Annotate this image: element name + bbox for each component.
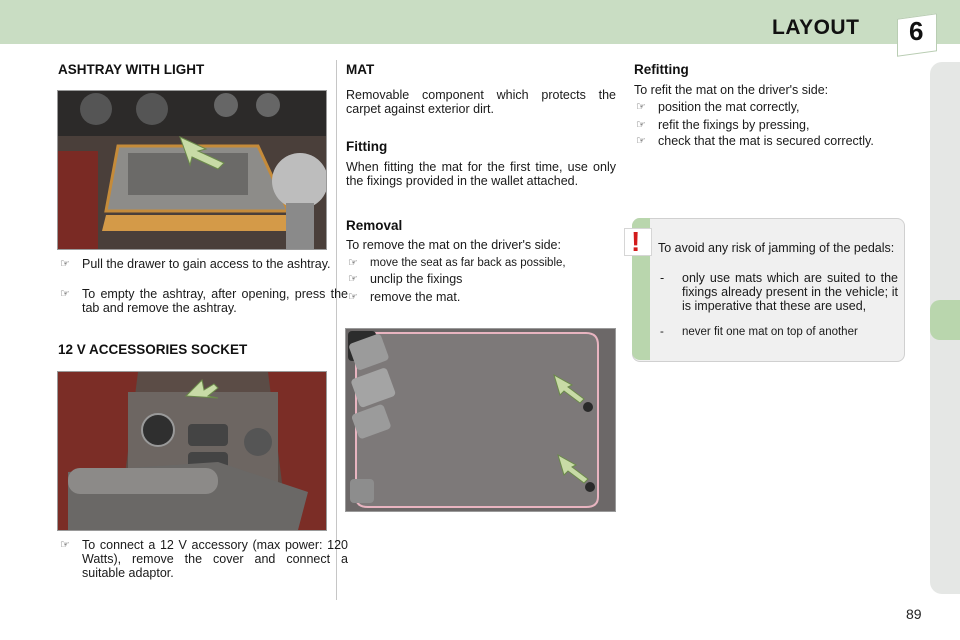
removal-heading: Removal [346,218,403,233]
side-chapter-tab[interactable] [930,300,960,340]
mat-heading: MAT [346,62,375,77]
socket-heading: 12 V ACCESSORIES SOCKET [58,342,248,357]
refitting-bullet-2: ☞ refit the fixings by pressing, [636,118,810,132]
page-number: 89 [906,606,922,622]
refitting-heading: Refitting [634,62,689,77]
socket-illustration [58,372,326,530]
mat-intro: Removable component which protects the carpet against exterior dirt. [346,88,616,116]
chapter-number: 6 [909,16,924,46]
socket-photo [57,371,327,531]
pointing-hand-icon: ☞ [60,258,70,270]
exclamation-icon: ! [631,226,641,257]
pointing-hand-icon: ☞ [348,291,358,303]
warning-intro: To avoid any risk of jamming of the pedals: [658,241,895,255]
pointing-hand-icon: ☞ [60,288,70,300]
warning-item-2: - never fit one mat on top of another [660,326,858,338]
warning-item-1: - only use mats which are suited to the fixings already present in the vehicle; it is imperative that these are used, [660,271,898,313]
removal-bullet-1: ☞ move the seat as far back as possible, [348,257,566,269]
mat-photo [345,328,616,512]
pointing-hand-icon: ☞ [636,119,646,131]
fitting-text: When fitting the mat for the first time, use only the fixings provided in the wallet attached. [346,160,616,188]
removal-intro: To remove the mat on the driver's side: [346,238,561,252]
pointing-hand-icon: ☞ [348,273,358,285]
ashtray-photo [57,90,327,250]
removal-bullet-3: ☞ remove the mat. [348,290,461,304]
dash-marker: - [660,271,665,285]
mat-illustration [346,329,615,511]
dash-marker: - [660,326,664,338]
ashtray-illustration [58,91,326,249]
pointing-hand-icon: ☞ [60,539,70,551]
ashtray-bullet-1: ☞ Pull the drawer to gain access to the ashtray. [60,257,331,271]
ashtray-bullet-2: ☞ To empty the ashtray, after opening, press the tab and remove the ashtray. [60,287,348,315]
column-divider [336,60,337,600]
refitting-bullet-3: ☞ check that the mat is secured correctly. [636,134,874,148]
socket-bullet: ☞ To connect a 12 V accessory (max power: 120 Watts), remove the cover and connect a suitable adaptor. [60,538,348,580]
refitting-bullet-1: ☞ position the mat correctly, [636,100,800,114]
pointing-hand-icon: ☞ [636,135,646,147]
fitting-heading: Fitting [346,139,388,154]
pointing-hand-icon: ☞ [348,257,358,269]
removal-bullet-2: ☞ unclip the fixings [348,272,463,286]
ashtray-heading: ASHTRAY WITH LIGHT [58,62,205,77]
pointing-hand-icon: ☞ [636,101,646,113]
refitting-intro: To refit the mat on the driver's side: [634,83,829,97]
page-title: LAYOUT [772,16,860,39]
